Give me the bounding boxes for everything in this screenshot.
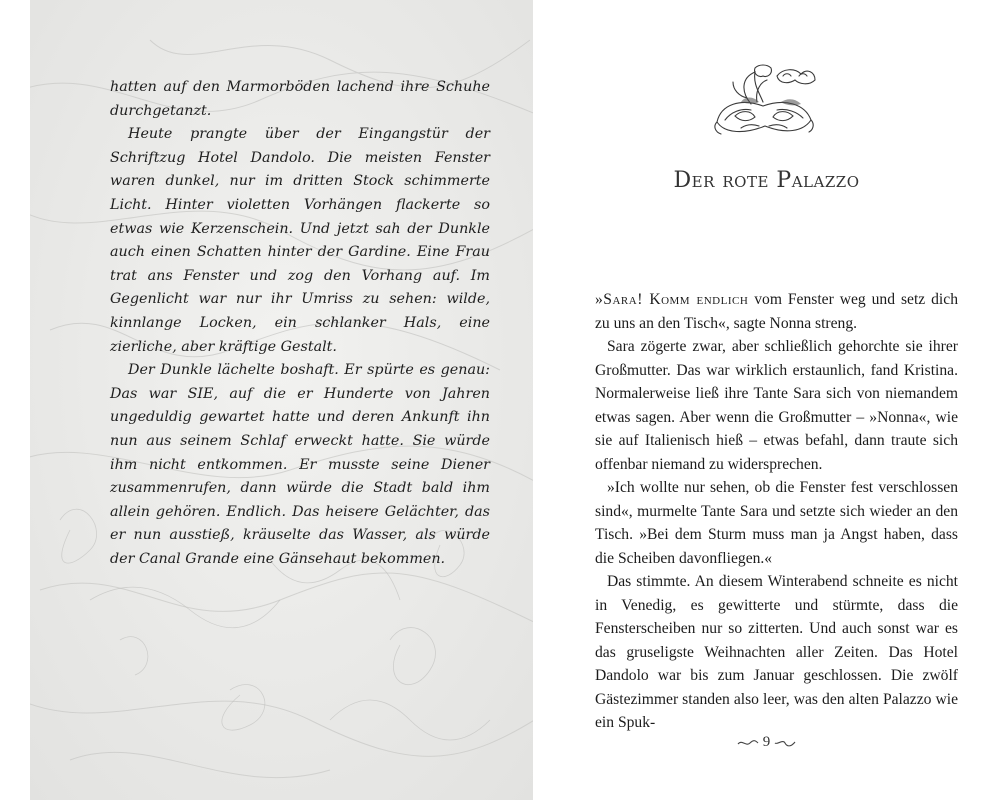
- left-page: [30, 0, 533, 800]
- page-number: [533, 734, 1000, 751]
- left-page-text: [110, 76, 490, 571]
- right-paragraph-2: Sara zögerte zwar, aber schließlich gehorchte sie ihrer Großmutter. Das war wirklich erstaunlich, fand Kristina. Normalerweise ließ ihre Tante Sara sich von niemandem etwas sagen. Aber wenn die Großmutter – »Nonna«, wie sie auf Italienisch hieß – etwas befahl, dann traute sich offenbar niemand zu widersprechen.: [595, 338, 958, 473]
- folio-swash-right-icon: [774, 738, 796, 748]
- left-paragraph-3: Der Dunkle lächelte boshaft. Er spürte es genau: Das war SIE, auf die er Hunderte von Jahren ungeduldig gewartet hatte und deren Ankunft ihn nun aus seinem Schlaf erweckt hatte. Sie würde ihm nicht entkommen. Er musste seine Diener zusammenrufen, dann würde die Stadt bald ihm allein gehören. Endlich. Das heisere Gelächter, das er nun ausstieß, kräuselte das Wasser, als würde der Canal Grande eine Gänsehaut bekommen.: [110, 362, 490, 567]
- right-paragraph-3: »Ich wollte nur sehen, ob die Fenster fest verschlossen sind«, murmelte Tante Sara und setzte sich wieder an den Tisch. »Bei dem Sturm muss man ja Angst haben, dass die Scheiben davonfliegen.«: [595, 479, 958, 567]
- left-paragraph-1: hatten auf den Marmorböden lachend ihre Schuhe durchgetanzt.: [110, 79, 490, 119]
- right-page: [533, 0, 1000, 800]
- venetian-masks-icon: [711, 62, 817, 140]
- right-paragraph-4: Das stimmte. An diesem Winterabend schneite es nicht in Venedig, es gewitterte und stürmte, dass die Fensterscheiben nur so zitterten. Und auch sonst war es das gruseligste Weihnachten aller Zeiten. Das Hotel Dandolo war bis zum Januar geschlossen. Die zwölf Gästezimmer standen also leer, was den alten Palazzo wie ein Spuk-: [595, 573, 958, 731]
- left-paragraph-2: Heute prangte über der Eingangstür der Schriftzug Hotel Dandolo. Die meisten Fenster waren dunkel, nur im dritten Stock schimmerte Licht. Hinter violetten Vorhängen flackerte so etwas wie Kerzenschein. Und jetzt sah der Dunkle auch einen Schatten hinter der Gardine. Eine Frau trat ans Fenster und zog den Vorhang auf. Im Gegenlicht war nur ihr Umriss zu sehen: wilde, kinnlange Locken, ein schlanker Hals, eine zierliche, aber kräftige Gestalt.: [110, 126, 490, 355]
- page-number-value: 9: [762, 734, 771, 750]
- chapter-title-text: Der rote Palazzo: [673, 168, 860, 193]
- folio-swash-left-icon: [737, 738, 759, 748]
- opening-smallcaps: »Sara! Komm endlich: [595, 291, 749, 308]
- right-paragraph-1: [595, 288, 958, 335]
- right-paragraph-1-text: vom Fenster weg und setz dich zu uns an den Tisch«, sagte Nonna streng.: [595, 291, 958, 332]
- right-page-text: [595, 288, 958, 735]
- chapter-title: [533, 168, 1000, 193]
